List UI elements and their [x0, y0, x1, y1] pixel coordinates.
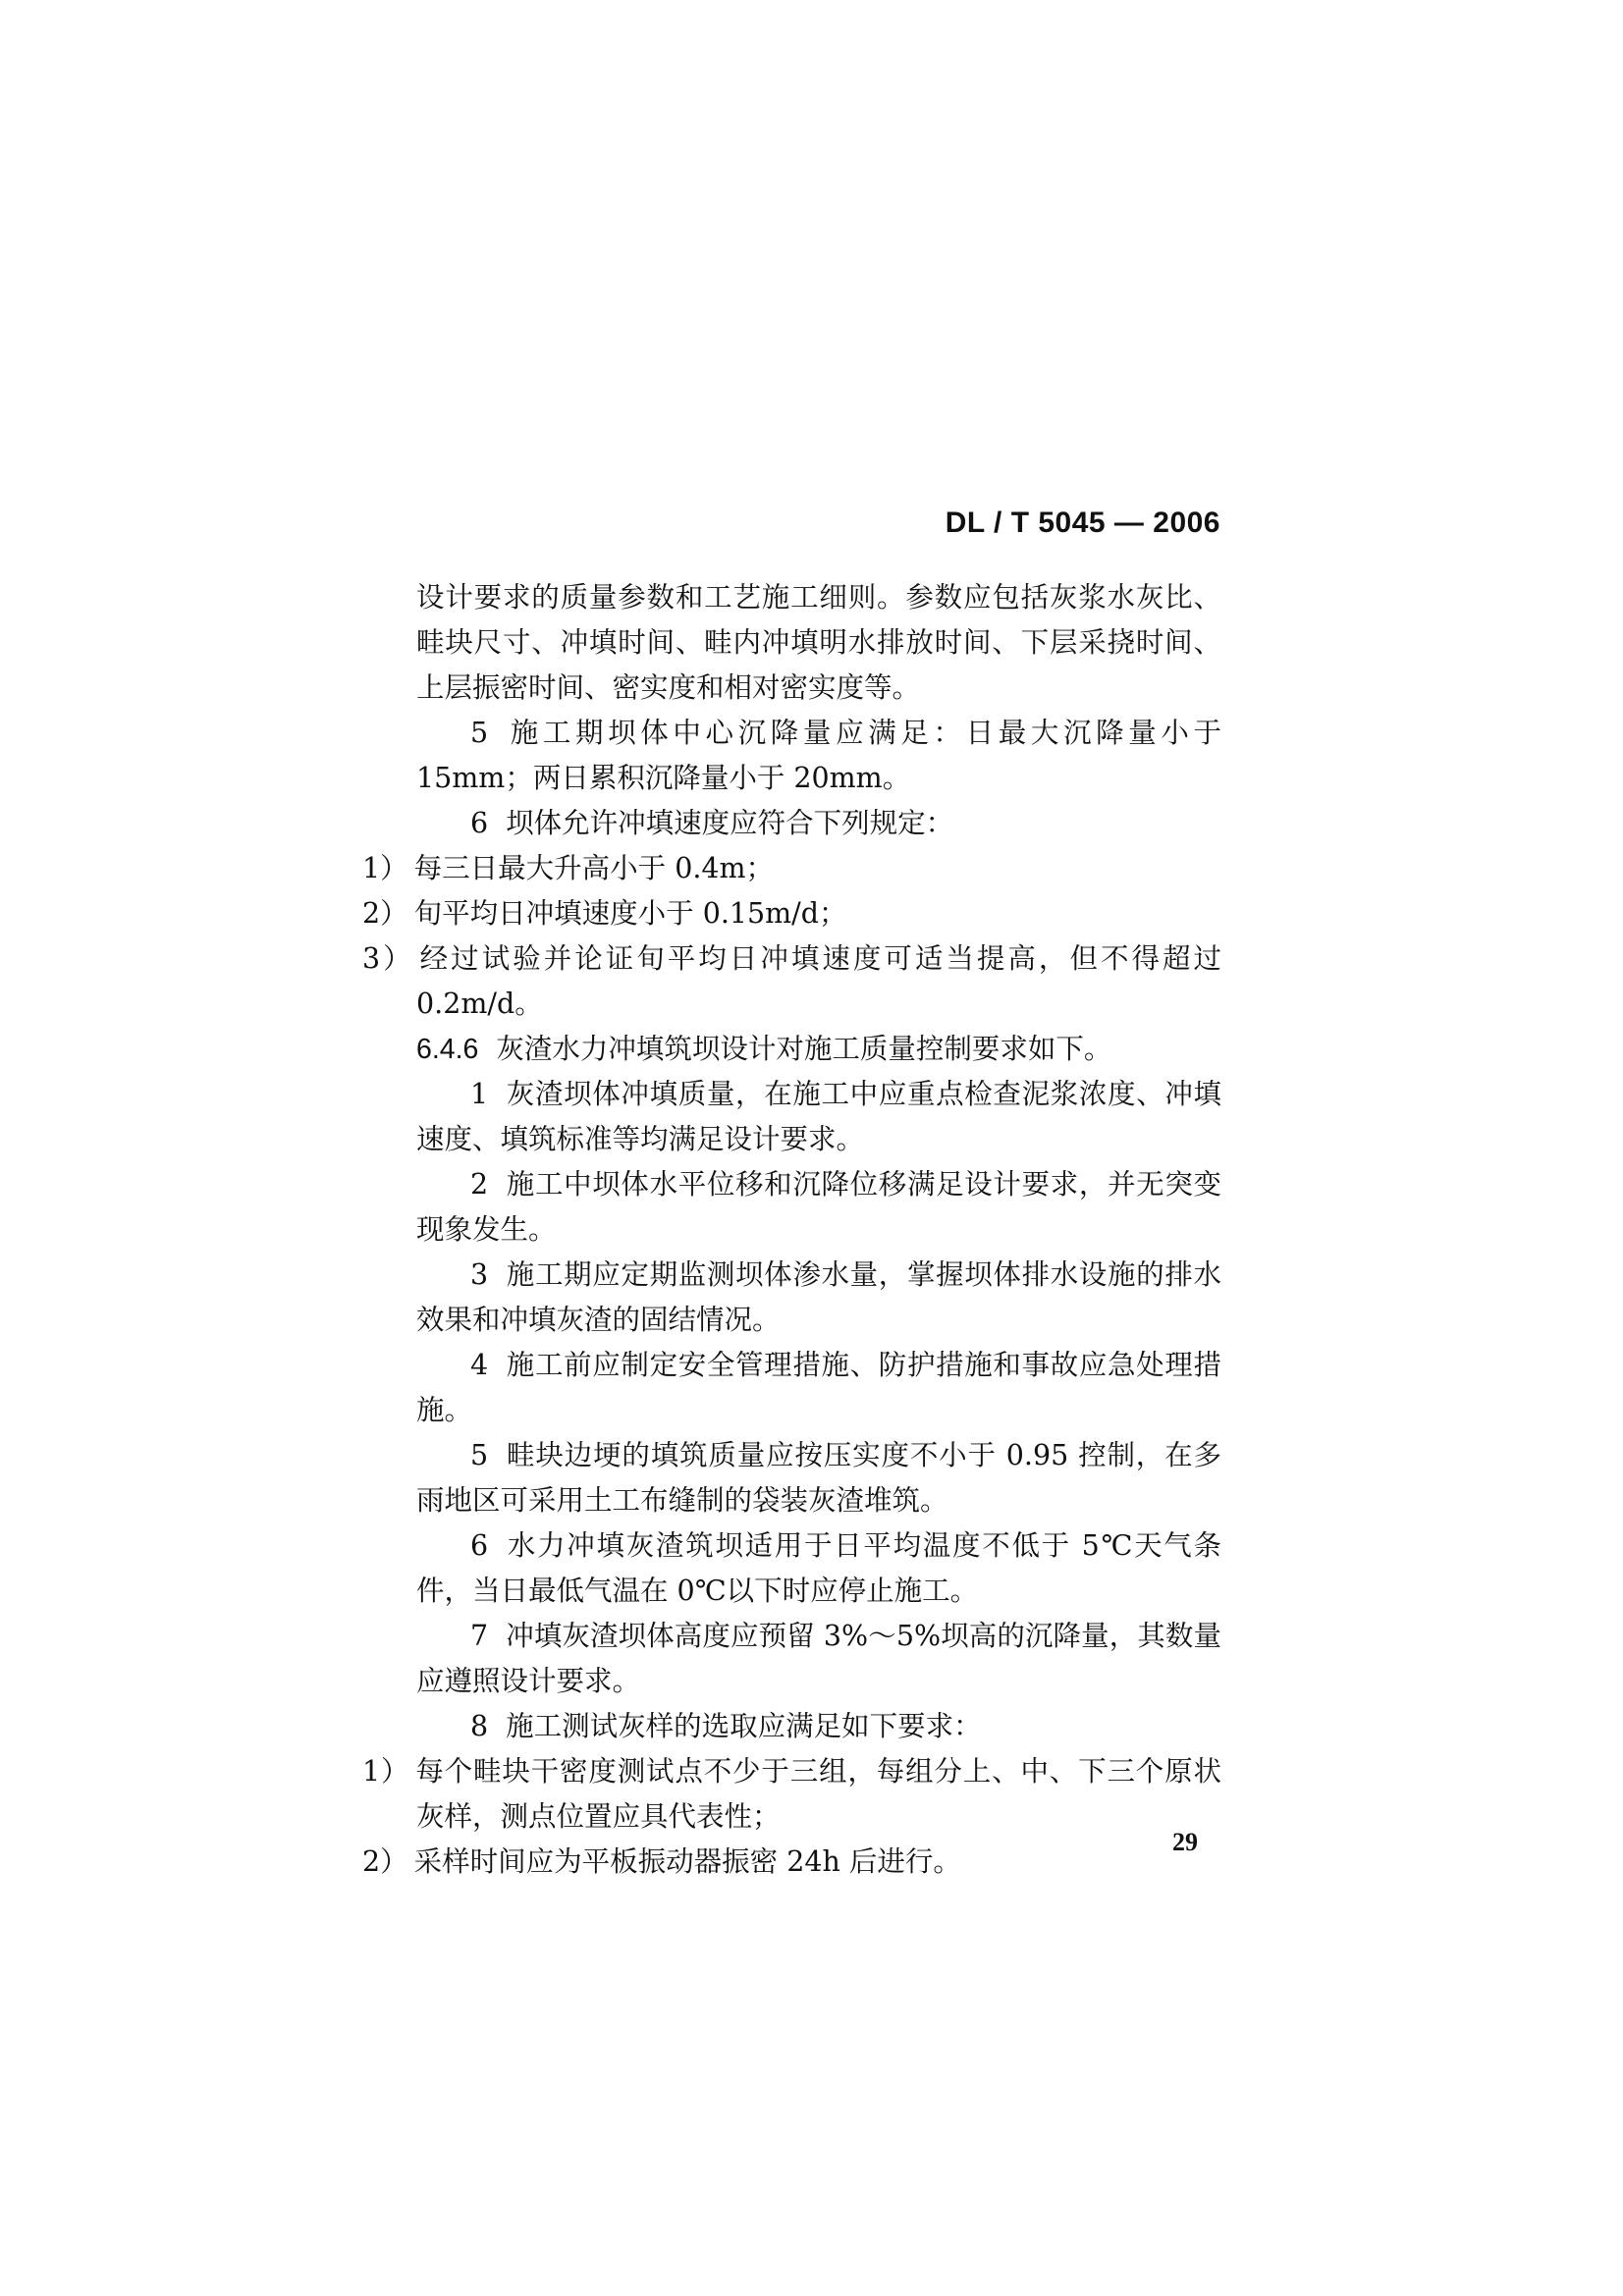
section-number: 6.4.6 — [416, 1034, 479, 1065]
clause-text: 水力冲填灰渣筑坝适用于日平均温度不低于 5℃天气条件，当日最低气温在 0℃以下时应停止施工。 — [416, 1529, 1221, 1607]
section-text: 灰渣水力冲填筑坝设计对施工质量控制要求如下。 — [496, 1033, 1112, 1065]
clause-number: 4 — [470, 1349, 489, 1381]
document-body — [362, 575, 1221, 1885]
list-item-number: 1） — [362, 1755, 410, 1788]
clause-6b — [416, 1523, 1221, 1614]
list-item-number: 1） — [362, 852, 408, 884]
clause-5b — [416, 1433, 1221, 1523]
clause-number: 6 — [470, 807, 489, 839]
clause-text: 施工期坝体中心沉降量应满足：日最大沉降量小于15mm；两日累积沉降量小于 20mm。 — [416, 717, 1221, 794]
clause-number: 7 — [470, 1620, 489, 1652]
list-item-number: 3） — [362, 942, 414, 975]
list-item — [362, 1840, 1221, 1885]
section-heading-6-4-6 — [416, 1027, 1221, 1072]
list-item-number: 2） — [362, 897, 408, 930]
clause-text: 冲填灰渣坝体高度应预留 3%～5%坝高的沉降量，其数量应遵照设计要求。 — [416, 1620, 1221, 1697]
clause-7 — [416, 1614, 1221, 1704]
clause-3 — [416, 1253, 1221, 1343]
clause-number: 8 — [470, 1710, 489, 1742]
list-item — [362, 846, 1221, 891]
clause-number: 3 — [470, 1258, 489, 1291]
clause-6 — [416, 801, 1221, 846]
list-item — [362, 891, 1221, 936]
clause-number: 1 — [470, 1078, 489, 1110]
list-item-text: 每三日最大升高小于 0.4m； — [413, 852, 775, 884]
clause-4 — [416, 1343, 1221, 1433]
clause-text: 畦块边埂的填筑质量应按压实度不小于 0.95 控制，在多雨地区可采用土工布缝制的袋装灰渣堆筑。 — [416, 1439, 1221, 1517]
clause-text: 灰渣坝体冲填质量，在施工中应重点检查泥浆浓度、冲填速度、填筑标准等均满足设计要求。 — [416, 1078, 1221, 1155]
list-item-text: 旬平均日冲填速度小于 0.15m/d； — [413, 897, 847, 930]
list-item — [362, 1749, 1221, 1840]
doc-code-header: DL / T 5045 — 2006 — [945, 507, 1220, 539]
list-item-number: 2） — [362, 1845, 408, 1878]
clause-text: 施工期应定期监测坝体渗水量，掌握坝体排水设施的排水效果和冲填灰渣的固结情况。 — [416, 1258, 1221, 1336]
list-item-text: 采样时间应为平板振动器振密 24h 后进行。 — [413, 1845, 961, 1878]
clause-1 — [416, 1072, 1221, 1162]
clause-number: 6 — [470, 1529, 489, 1562]
clause-text: 施工中坝体水平位移和沉降位移满足设计要求，并无突变现象发生。 — [416, 1168, 1221, 1246]
clause-text: 坝体允许冲填速度应符合下列规定： — [506, 807, 954, 839]
list-item — [362, 936, 1221, 1027]
clause-number: 2 — [470, 1168, 489, 1201]
clause-text: 施工测试灰样的选取应满足如下要求： — [506, 1710, 982, 1742]
clause-5 — [416, 711, 1221, 801]
list-item-text: 经过试验并论证旬平均日冲填速度可适当提高，但不得超过 0.2m/d。 — [416, 942, 1221, 1020]
clause-2 — [416, 1162, 1221, 1253]
clause-number: 5 — [470, 1439, 489, 1471]
clause-8 — [416, 1704, 1221, 1749]
clause-text: 施工前应制定安全管理措施、防护措施和事故应急处理措施。 — [416, 1349, 1221, 1426]
paragraph-intro: 设计要求的质量参数和工艺施工细则。参数应包括灰浆水灰比、畦块尺寸、冲填时间、畦内冲填明水排放时间、下层采挠时间、上层振密时间、密实度和相对密实度等。 — [416, 581, 1221, 704]
list-item-text: 每个畦块干密度测试点不少于三组，每组分上、中、下三个原状灰样，测点位置应具代表性； — [415, 1755, 1221, 1833]
clause-number: 5 — [470, 717, 489, 749]
page-number: 29 — [1172, 1828, 1198, 1856]
